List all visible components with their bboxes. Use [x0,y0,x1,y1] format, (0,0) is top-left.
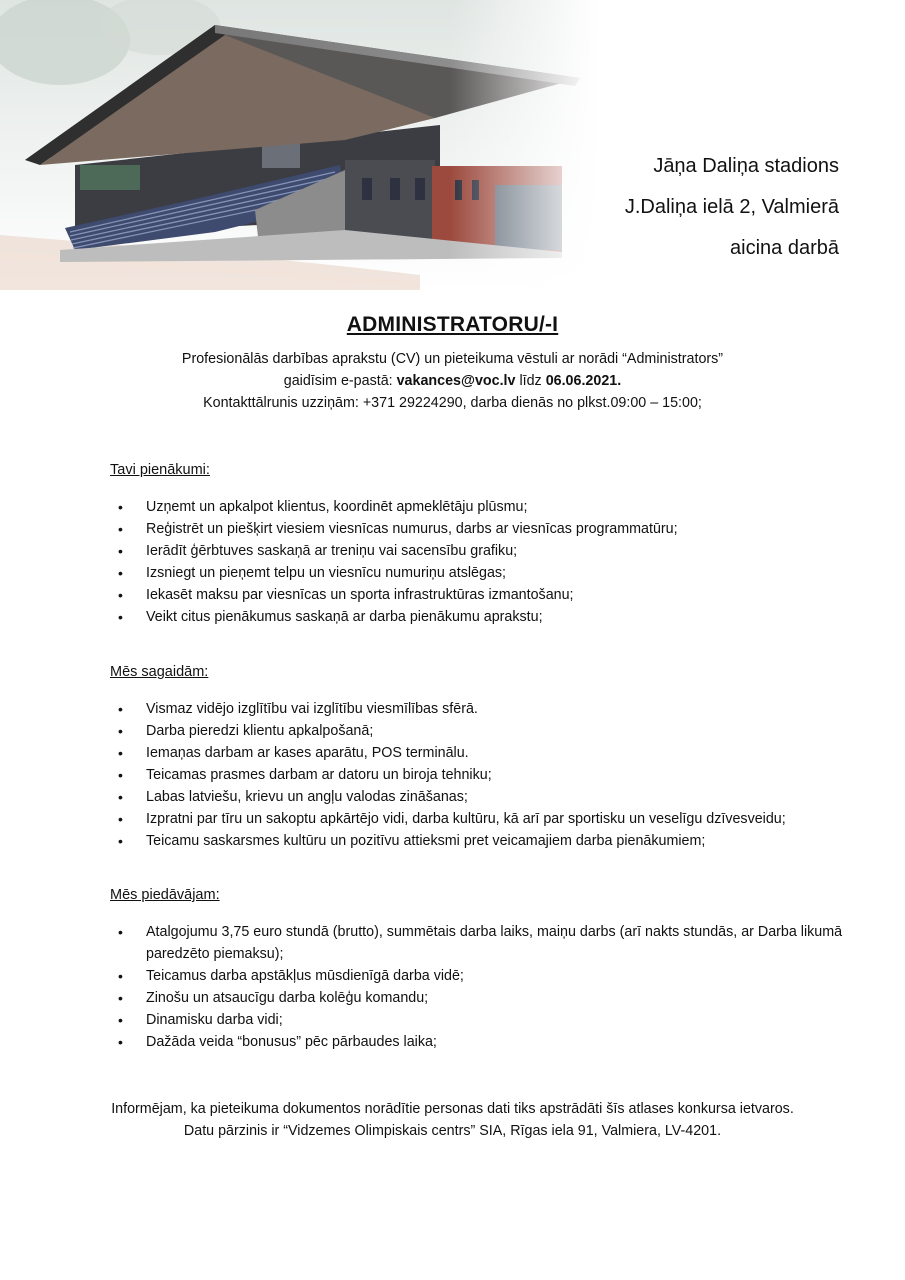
bullet-icon: • [118,968,123,984]
list-item: • Teicamu saskarsmes kultūru un pozitīvu attieksmi pret veicamajiem darba pienākumiem; [110,830,850,852]
bullet-icon: • [118,499,123,515]
bullet-icon: • [118,745,123,761]
bullet-icon: • [118,587,123,603]
list-item: • Vismaz vidējo izglītību vai izglītību viesmīlības sfērā. [110,698,850,720]
deadline-date: 06.06.2021. [545,373,622,389]
intro-line-email [0,370,905,392]
email-link[interactable]: vakances@voc.lv [396,373,516,389]
bullet-icon: • [118,990,123,1006]
list-item: • Izpratni par tīru un sakoptu apkārtējo vidi, darba kultūru, kā arī par sportisku un veselīgu dzīvesveidu; [110,808,850,830]
job-title: ADMINISTRATORU/-I [346,313,559,336]
bullet-icon: • [118,789,123,805]
requirements-title: Mēs sagaidām: [110,664,209,680]
bullet-icon: • [118,723,123,739]
requirements-list [110,698,850,852]
list-item: • Reģistrēt un piešķirt viesiem viesnīcas numurus, darbs ar viesnīcas programmatūru; [110,518,850,540]
bullet-icon: • [118,924,123,940]
offer-title: Mēs piedāvājam: [110,887,220,903]
list-item: • Zinošu un atsaucīgu darba kolēģu komandu; [110,987,850,1009]
privacy-line: Informējam, ka pieteikuma dokumentos norādītie personas dati tiks apstrādāti šīs atlases konkursa ietvaros. [111,1101,794,1117]
header [0,0,905,290]
bullet-icon: • [118,609,123,625]
list-item: • Teicamas prasmes darbam ar datoru un biroja tehniku; [110,764,850,786]
list-item: • Dinamisku darba vidi; [110,1009,850,1031]
email-prefix: gaidīsim e-pastā: [283,373,397,389]
privacy-notice [0,1098,905,1142]
list-item: • Labas latviešu, krievu un angļu valodas zināšanas; [110,786,850,808]
list-item: • Izsniegt un pieņemt telpu un viesnīcu numuriņu atslēgas; [110,562,850,584]
list-item: • Iemaņas darbam ar kases aparātu, POS terminālu. [110,742,850,764]
venue-block [625,146,839,269]
bullet-icon: • [118,767,123,783]
stadium-address: J.Daliņa ielā 2, Valmierā [624,196,839,218]
bullet-icon: • [118,543,123,559]
bullet-icon: • [118,1012,123,1028]
list-item: • Veikt citus pienākumus saskaņā ar darba pienākumu aprakstu; [110,606,850,628]
bullet-icon: • [118,811,123,827]
list-item: • Darba pieredzi klientu apkalpošanā; [110,720,850,742]
duties-title: Tavi pienākumi: [110,462,210,478]
offer-list [110,921,850,1053]
duties-section [110,462,850,628]
list-item: • Atalgojumu 3,75 euro stundā (brutto), summētais darba laiks, maiņu darbs (arī nakts stundās, ar Darba likumā paredzēto piemaksu); [110,921,850,965]
requirements-section [110,664,850,852]
bullet-icon: • [118,1034,123,1050]
list-item: • Teicamus darba apstākļus mūsdienīgā darba vidē; [110,965,850,987]
bullet-icon: • [118,565,123,581]
stadium-name: Jāņa Daliņa stadions [653,155,839,177]
stadium-illustration [0,0,600,290]
list-item: • Iekasēt maksu par viesnīcas un sporta infrastruktūras izmantošanu; [110,584,850,606]
application-info [0,348,905,414]
bullet-icon: • [118,701,123,717]
intro-line-phone: Kontakttālrunis uzziņām: +371 29224290, darba dienās no plkst.09:00 – 15:00; [203,395,702,411]
deadline-prefix: līdz [515,373,546,389]
list-item: • Dažāda veida “bonusus” pēc pārbaudes laika; [110,1031,850,1053]
list-item: • Uzņemt un apkalpot klientus, koordinēt apmeklētāju plūsmu; [110,496,850,518]
bullet-icon: • [118,521,123,537]
offer-section [110,887,850,1053]
duties-list [110,496,850,628]
intro-line-cv: Profesionālās darbības aprakstu (CV) un pieteikuma vēstuli ar norādi “Administrators” [181,351,724,367]
invite-text: aicina darbā [730,237,839,259]
bullet-icon: • [118,833,123,849]
data-controller-line: Datu pārzinis ir “Vidzemes Olimpiskais centrs” SIA, Rīgas iela 91, Valmiera, LV-4201. [183,1123,722,1139]
list-item: • Ierādīt ģērbtuves saskaņā ar treniņu vai sacensību grafiku; [110,540,850,562]
